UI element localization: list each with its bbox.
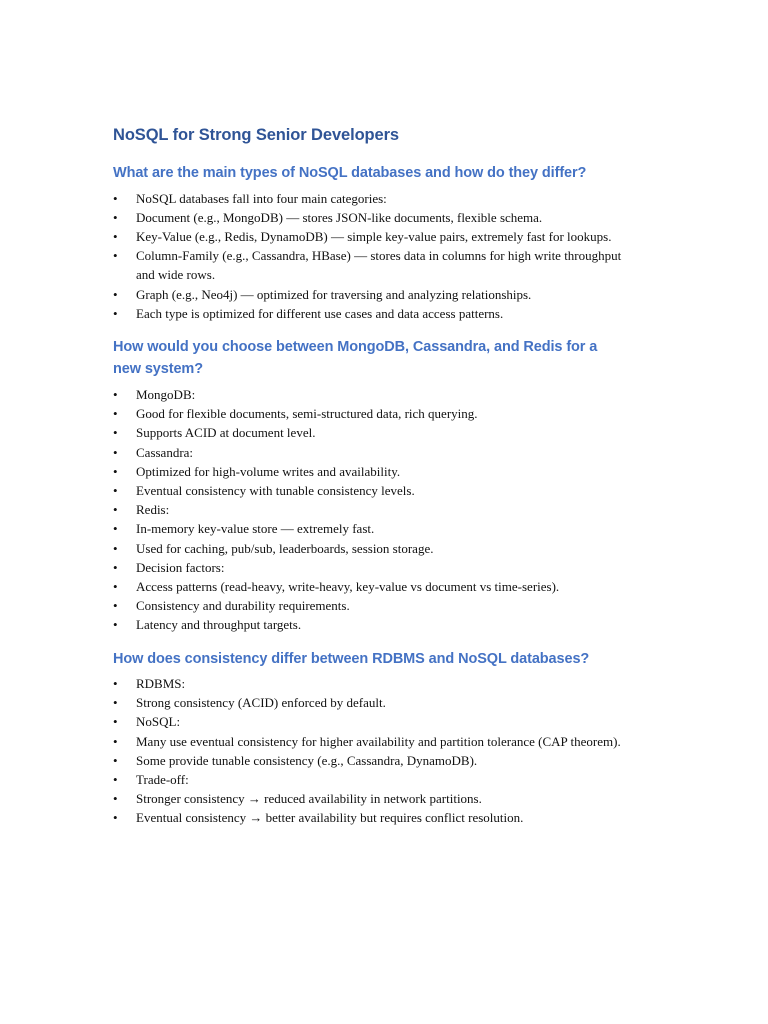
list-item-text: Cassandra:	[136, 444, 194, 460]
list-item-text: Graph (e.g., Neo4j) — optimized for traversing and analyzing relationships.	[136, 286, 532, 302]
list-item	[113, 423, 628, 442]
list-item	[113, 285, 628, 304]
list-item	[113, 208, 628, 227]
list-item	[113, 674, 628, 693]
list-item-text: Key-Value (e.g., Redis, DynamoDB) — simple key-value pairs, extremely fast for lookups.	[136, 228, 612, 244]
list-item	[113, 404, 628, 423]
section-heading: How would you choose between MongoDB, Cassandra, and Redis for a new system?	[113, 338, 598, 378]
bullet-icon: •	[113, 305, 118, 321]
bullet-icon: •	[113, 386, 118, 402]
bullet-icon: •	[113, 617, 118, 633]
list-item-text: Good for flexible documents, semi-structured data, rich querying.	[136, 406, 478, 422]
bullet-icon: •	[113, 772, 118, 788]
document-title: NoSQL for Strong Senior Developers	[113, 126, 400, 144]
section-heading: What are the main types of NoSQL databases and how do they differ?	[113, 165, 587, 181]
list-item-text: In-memory key-value store — extremely fast.	[136, 521, 375, 537]
bullet-icon: •	[113, 444, 118, 460]
list-item	[113, 539, 628, 558]
list-item-text: Redis:	[136, 502, 170, 518]
list-item	[113, 189, 628, 208]
list-item-text: Document (e.g., MongoDB) — stores JSON-like documents, flexible schema.	[136, 209, 543, 225]
list-item	[113, 558, 628, 577]
list-item-text: Some provide tunable consistency (e.g., Cassandra, DynamoDB).	[136, 752, 478, 768]
list-item-text: Column-Family (e.g., Cassandra, HBase) — stores data in columns for high write throughput and wide rows.	[136, 248, 622, 283]
bullet-icon: •	[113, 248, 118, 264]
section-heading: How does consistency differ between RDBMS and NoSQL databases?	[113, 650, 590, 667]
list-item-text: Latency and throughput targets.	[136, 617, 302, 633]
bullet-icon: •	[113, 695, 118, 711]
bullet-icon: •	[113, 752, 118, 768]
list-item-text: Stronger consistency → reduced availability in network partitions.	[136, 791, 482, 807]
list-item	[113, 770, 628, 789]
list-item	[113, 443, 628, 462]
list-item-text: Used for caching, pub/sub, leaderboards, session storage.	[136, 540, 434, 556]
bullet-icon: •	[113, 502, 118, 518]
list-item	[113, 615, 628, 634]
bullet-icon: •	[113, 190, 118, 206]
list-item-text: MongoDB:	[136, 386, 196, 402]
list-item	[113, 227, 628, 246]
bullet-icon: •	[113, 540, 118, 556]
bullet-icon: •	[113, 286, 118, 302]
bullet-icon: •	[113, 482, 118, 498]
list-item	[113, 596, 628, 615]
list-item-text: RDBMS:	[136, 676, 186, 692]
bullet-icon: •	[113, 559, 118, 575]
list-item-text: Each type is optimized for different use cases and data access patterns.	[136, 305, 504, 321]
bullet-list	[113, 189, 628, 323]
bullet-icon: •	[113, 228, 118, 244]
bullet-icon: •	[113, 676, 118, 692]
bullet-icon: •	[113, 810, 118, 826]
list-item-text: Consistency and durability requirements.	[136, 598, 350, 614]
list-item	[113, 732, 628, 751]
list-item-text: Strong consistency (ACID) enforced by default.	[136, 695, 386, 711]
list-item	[113, 385, 628, 404]
list-item-text: Many use eventual consistency for higher availability and partition tolerance (CAP theorem).	[136, 733, 621, 749]
list-item-text: Access patterns (read-heavy, write-heavy, key-value vs document vs time-series).	[136, 578, 560, 594]
list-item-text: NoSQL databases fall into four main categories:	[136, 190, 387, 206]
list-item	[113, 789, 628, 808]
list-item	[113, 577, 628, 596]
list-item-text: Eventual consistency with tunable consistency levels.	[136, 482, 415, 498]
bullet-icon: •	[113, 463, 118, 479]
list-item	[113, 808, 628, 827]
list-item	[113, 500, 628, 519]
bullet-icon: •	[113, 425, 118, 441]
bullet-list	[113, 674, 628, 828]
bullet-icon: •	[113, 578, 118, 594]
list-item	[113, 462, 628, 481]
bullet-icon: •	[113, 733, 118, 749]
bullet-icon: •	[113, 714, 118, 730]
list-item	[113, 751, 628, 770]
list-item	[113, 693, 628, 712]
bullet-icon: •	[113, 598, 118, 614]
bullet-icon: •	[113, 209, 118, 225]
bullet-icon: •	[113, 521, 118, 537]
list-item	[113, 712, 628, 731]
list-item-text: Trade-off:	[136, 772, 189, 788]
list-item	[113, 481, 628, 500]
list-item-text: Supports ACID at document level.	[136, 425, 316, 441]
bullet-icon: •	[113, 406, 118, 422]
list-item-text: NoSQL:	[136, 714, 181, 730]
bullet-icon: •	[113, 791, 118, 807]
list-item-text: Decision factors:	[136, 559, 225, 575]
list-item	[113, 304, 628, 323]
list-item	[113, 519, 628, 538]
list-item-text: Eventual consistency → better availability but requires conflict resolution.	[136, 810, 524, 826]
list-item	[113, 246, 628, 284]
list-item-text: Optimized for high-volume writes and availability.	[136, 463, 401, 479]
bullet-list	[113, 385, 628, 635]
